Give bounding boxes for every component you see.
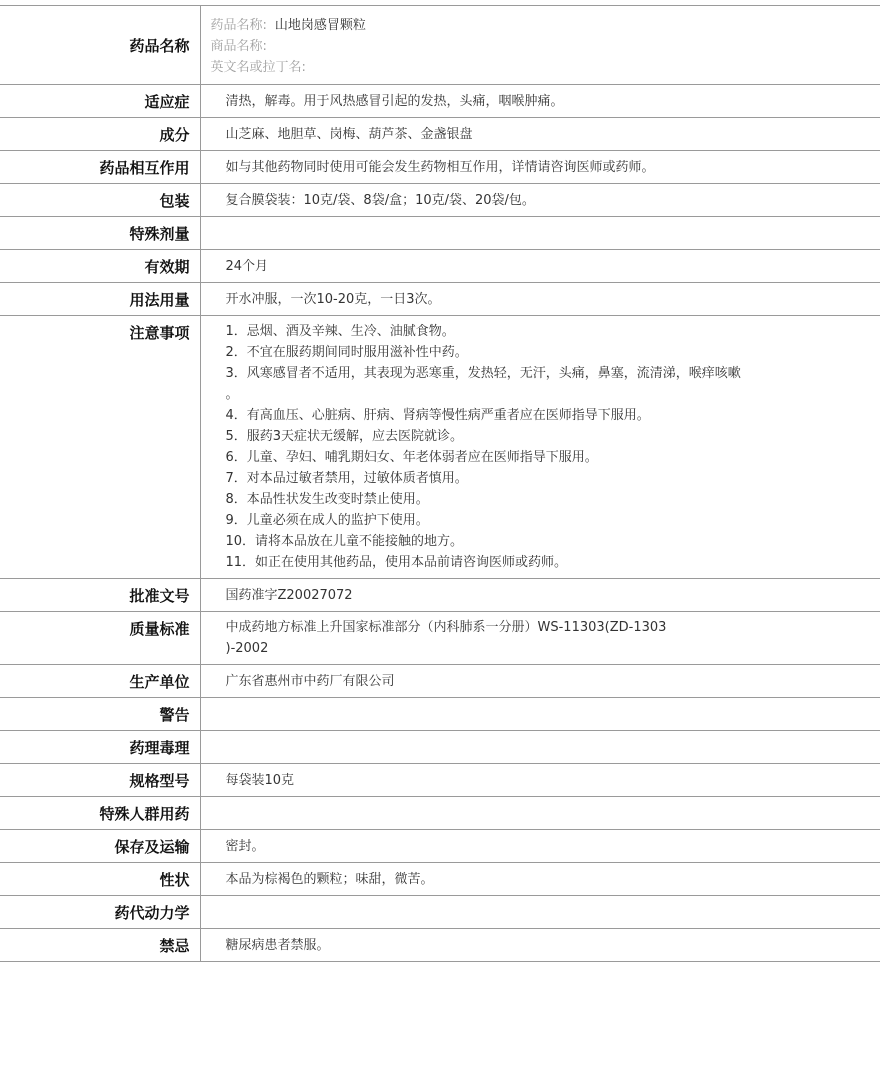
value-pharmacokinetics bbox=[200, 896, 880, 929]
value-specification: 每袋装10克 bbox=[225, 772, 295, 788]
label-quality-standard: 质量标准 bbox=[0, 612, 200, 665]
row-warning bbox=[0, 698, 880, 731]
precaution-item: 5．服药3天症状无缓解，应去医院就诊。 bbox=[225, 429, 464, 444]
row-ingredients bbox=[0, 118, 880, 151]
label-ingredients: 成分 bbox=[0, 118, 200, 151]
row-contraindications bbox=[0, 929, 880, 962]
value-pharmacology bbox=[200, 731, 880, 764]
label-warning: 警告 bbox=[0, 698, 200, 731]
label-product-name: 药品名称 bbox=[0, 6, 200, 85]
value-expiry: 24个月 bbox=[225, 258, 269, 274]
label-precautions: 注意事项 bbox=[0, 316, 200, 579]
drug-spec-table bbox=[0, 5, 880, 962]
label-description: 性状 bbox=[0, 863, 200, 896]
row-storage bbox=[0, 830, 880, 863]
row-interactions bbox=[0, 151, 880, 184]
precaution-item: 。 bbox=[225, 387, 239, 402]
english-name-line bbox=[211, 57, 880, 78]
quality-standard-line: 中成药地方标准上升国家标准部分（内科肺系一分册）WS-11303(ZD-1303 bbox=[225, 620, 667, 635]
row-description bbox=[0, 863, 880, 896]
value-dosage: 开水冲服，一次10-20克，一日3次。 bbox=[225, 291, 441, 307]
precaution-item: 3．风寒感冒者不适用，其表现为恶寒重，发热轻，无汗，头痛，鼻塞，流清涕，喉痒咳嗽 bbox=[225, 366, 741, 381]
row-special-dosage bbox=[0, 217, 880, 250]
label-packaging: 包装 bbox=[0, 184, 200, 217]
value-special-populations bbox=[200, 797, 880, 830]
value-storage: 密封。 bbox=[225, 838, 265, 854]
trade-name-key: 商品名称: bbox=[210, 39, 267, 54]
value-interactions: 如与其他药物同时使用可能会发生药物相互作用，详情请咨询医师或药师。 bbox=[225, 159, 655, 175]
precaution-item: 10．请将本品放在儿童不能接触的地方。 bbox=[225, 534, 464, 549]
label-indications: 适应症 bbox=[0, 85, 200, 118]
row-packaging bbox=[0, 184, 880, 217]
label-expiry: 有效期 bbox=[0, 250, 200, 283]
row-special-populations bbox=[0, 797, 880, 830]
label-specification: 规格型号 bbox=[0, 764, 200, 797]
precaution-item: 9．儿童必须在成人的监护下使用。 bbox=[225, 513, 429, 528]
row-dosage bbox=[0, 283, 880, 316]
label-approval-number: 批准文号 bbox=[0, 579, 200, 612]
value-special-dosage bbox=[200, 217, 880, 250]
row-expiry bbox=[0, 250, 880, 283]
row-pharmacology bbox=[0, 731, 880, 764]
row-product-name bbox=[0, 6, 880, 85]
precaution-item: 11．如正在使用其他药品，使用本品前请咨询医师或药师。 bbox=[225, 555, 568, 570]
row-quality-standard bbox=[0, 612, 880, 665]
label-interactions: 药品相互作用 bbox=[0, 151, 200, 184]
row-pharmacokinetics bbox=[0, 896, 880, 929]
value-quality-standard bbox=[200, 612, 880, 665]
value-approval-number: 国药准字Z20027072 bbox=[225, 587, 353, 603]
value-manufacturer: 广东省惠州市中药厂有限公司 bbox=[225, 673, 395, 689]
row-manufacturer bbox=[0, 665, 880, 698]
label-special-dosage: 特殊剂量 bbox=[0, 217, 200, 250]
value-packaging: 复合膜袋装：10克/袋、8袋/盒；10克/袋、20袋/包。 bbox=[225, 192, 535, 208]
precaution-item: 8．本品性状发生改变时禁止使用。 bbox=[225, 492, 429, 507]
precaution-item: 2．不宜在服药期间同时服用滋补性中药。 bbox=[225, 345, 468, 360]
trade-name-line bbox=[211, 36, 880, 57]
generic-name-value: 山地岗感冒颗粒 bbox=[274, 18, 366, 33]
label-manufacturer: 生产单位 bbox=[0, 665, 200, 698]
english-name-key: 英文名或拉丁名: bbox=[210, 60, 306, 75]
row-precautions bbox=[0, 316, 880, 579]
precaution-item: 6．儿童、孕妇、哺乳期妇女、年老体弱者应在医师指导下服用。 bbox=[225, 450, 598, 465]
generic-name-key: 药品名称: bbox=[210, 18, 267, 33]
value-ingredients: 山芝麻、地胆草、岗梅、葫芦茶、金盏银盘 bbox=[225, 126, 473, 142]
generic-name-line bbox=[211, 15, 880, 36]
precaution-item: 7．对本品过敏者禁用，过敏体质者慎用。 bbox=[225, 471, 468, 486]
label-pharmacokinetics: 药代动力学 bbox=[0, 896, 200, 929]
value-description: 本品为棕褐色的颗粒；味甜，微苦。 bbox=[225, 871, 434, 887]
precaution-item: 1．忌烟、酒及辛辣、生冷、油腻食物。 bbox=[225, 324, 455, 339]
row-specification bbox=[0, 764, 880, 797]
row-indications bbox=[0, 85, 880, 118]
product-name-cell bbox=[200, 6, 880, 85]
label-storage: 保存及运输 bbox=[0, 830, 200, 863]
label-dosage: 用法用量 bbox=[0, 283, 200, 316]
label-special-populations: 特殊人群用药 bbox=[0, 797, 200, 830]
value-warning bbox=[200, 698, 880, 731]
value-indications: 清热，解毒。用于风热感冒引起的发热，头痛，咽喉肿痛。 bbox=[225, 93, 564, 109]
label-contraindications: 禁忌 bbox=[0, 929, 200, 962]
quality-standard-line: )-2002 bbox=[225, 641, 269, 656]
value-precautions bbox=[200, 316, 880, 579]
value-contraindications: 糖尿病患者禁服。 bbox=[225, 937, 330, 953]
row-approval-number bbox=[0, 579, 880, 612]
label-pharmacology: 药理毒理 bbox=[0, 731, 200, 764]
precaution-item: 4．有高血压、心脏病、肝病、肾病等慢性病严重者应在医师指导下服用。 bbox=[225, 408, 650, 423]
